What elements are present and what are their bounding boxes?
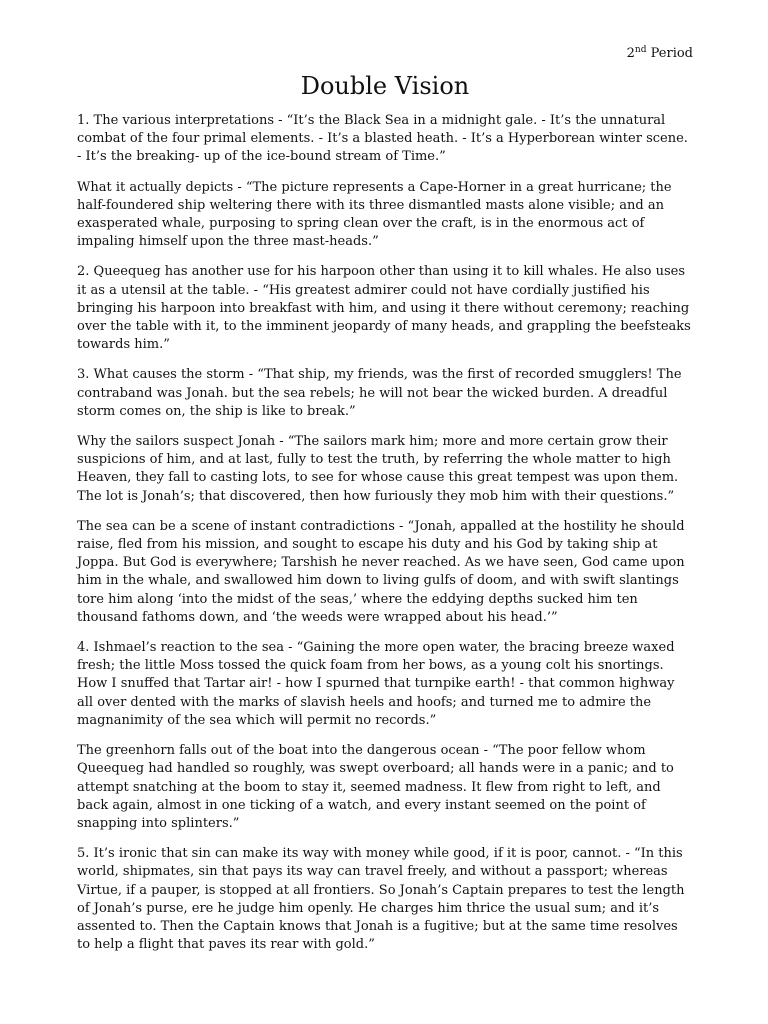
paragraph-3-storm-cause: 3. What causes the storm - “That ship, my friends, was the first of recorded smugglers! The contraband was Jonah. but the sea rebels; he will not bear the wicked burden. A dreadful storm comes on, the ship is like to break.” [77, 367, 682, 419]
document-page [77, 44, 693, 966]
paragraph-sailors-suspect-jonah: Why the sailors suspect Jonah - “The sailors mark him; more and more certain grow their suspicions of him, and at last, fully to test the truth, by referring the whole matter to high Heaven, they fall to casting lots, to see for whose cause this great tempest was upon them. The lot is Jonah’s; that discovered, then how furiously they mob him with their questions.” [77, 434, 679, 504]
paragraph-1-interpretations: 1. The various interpretations - “It’s the Black Sea in a midnight gale. - It’s the unnatural combat of the four primal elements. - It’s a blasted heath. - It’s a Hyperborean winter scene. - It’s the breaking- up of the ice-bound stream of Time.” [77, 113, 688, 165]
paragraph-greenhorn-overboard: The greenhorn falls out of the boat into the dangerous ocean - “The poor fellow whom Queequeg had handled so roughly, was swept overboard; all hands were in a panic; and to attempt snatching at the boom to stay it, seemed madness. It flew from right to left, and back again, almost in one ticking of a watch, and every instant seemed on the point of snapping into splinters.” [77, 743, 674, 831]
paragraph-5-sin-and-money: 5. It’s ironic that sin can make its way with money while good, if it is poor, cannot. - “In this world, shipmates, sin that pays its way can travel freely, and without a passport; whereas Virtue, if a pauper, is stopped at all frontiers. So Jonah’s Captain prepares to test the length of Jonah’s purse, ere he judge him openly. He charges him thrice the usual sum; and it’s assented to. Then the Captain knows that Jonah is a fugitive; but at the same time resolves to help a flight that paves its rear with gold.” [77, 846, 685, 953]
paragraph-4-ishmael-reaction: 4. Ishmael’s reaction to the sea - “Gaining the more open water, the bracing breeze waxed fresh; the little Moss tossed the quick foam from her bows, as a young colt his snortings. How I snuffed that Tartar air! - how I spurned that turnpike earth! - that common highway all over dented with the marks of slavish heels and hoofs; and turned me to admire the magnanimity of the sea which will permit no records.” [77, 640, 675, 728]
paragraph-actual-depiction: What it actually depicts - “The picture represents a Cape-Horner in a great hurricane; the half-foundered ship weltering there with its three dismantled masts alone visible; and an exasperated whale, purposing to spring clean over the craft, is in the enormous act of impaling himself upon the three mast-heads.” [77, 179, 672, 250]
period-word: Period [646, 46, 693, 61]
period-ordinal-suffix: nd [634, 45, 647, 55]
period-number: 2 [626, 46, 635, 61]
document-title: Double Vision [300, 72, 470, 100]
paragraph-2-queequeg-harpoon: 2. Queequeg has another use for his harpoon other than using it to kill whales. He also uses it as a utensil at the table. - “His greatest admirer could not have cordially justified his bringing his harpoon into breakfast with him, and using it there without ceremony; reaching over the table with it, to the imminent jeopardy of many heads, and grappling the beefsteaks towards him.” [77, 264, 691, 353]
paragraph-sea-contradictions: The sea can be a scene of instant contradictions - “Jonah, appalled at the hostility he should raise, fled from his mission, and sought to escape his duty and his God by taking ship at Joppa. But God is everywhere; Tarshish he never reached. As we have seen, God came upon him in the whale, and swallowed him down to living gulfs of doom, and with swift slantings tore him along ‘into the midst of the seas,’ where the eddying depths sucked him ten thousand fathoms down, and ‘the weeds were wrapped about his head.’” [77, 518, 685, 625]
class-period-label [77, 44, 693, 64]
